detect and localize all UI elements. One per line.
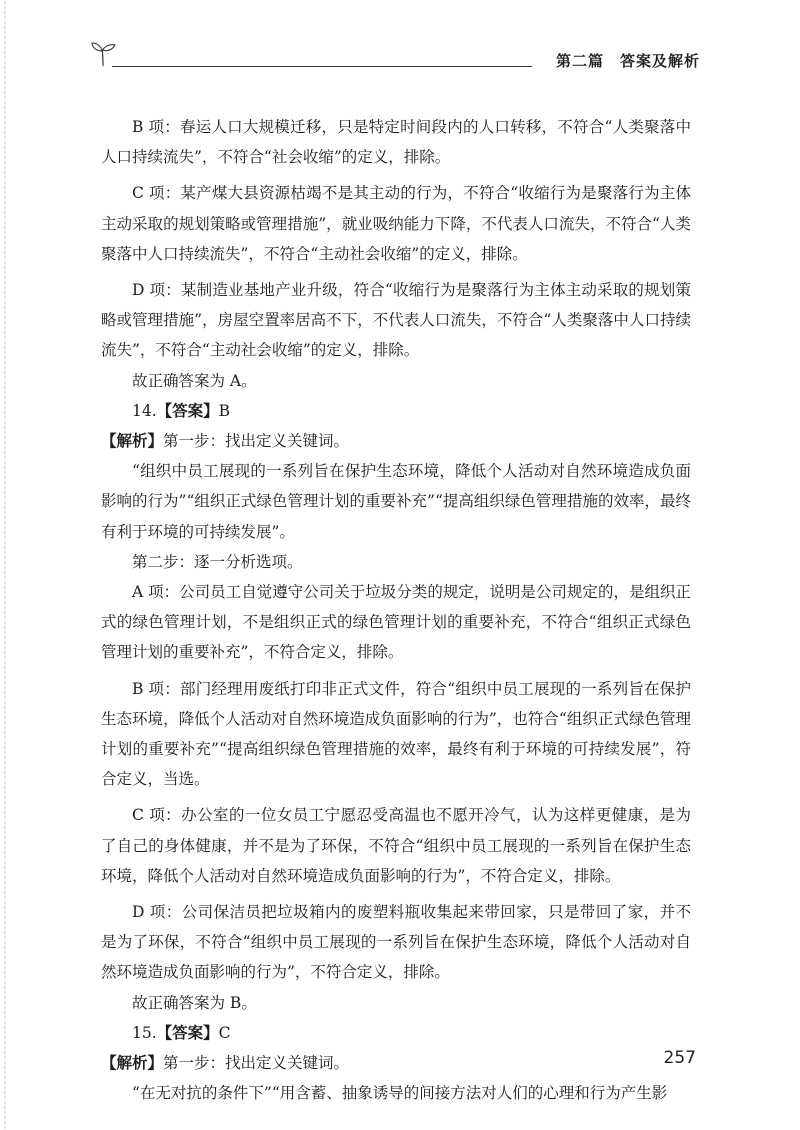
- paragraph: [101, 1018, 691, 1048]
- paragraph: [101, 674, 691, 795]
- binding-dots: [4, 0, 6, 1130]
- paragraph-text: B 项：部门经理用废纸打印非正式文件，符合“组织中员工展现的一系列旨在保护生态环境，降低个人活动对自然环境造成负面影响的行为”，也符合“组织正式绿色管理计划的重要补充”“提高组织绿色管理措施的效率，最终有利于环境的可持续发展”，符合定义，当选。: [101, 679, 691, 789]
- paragraph: [101, 1048, 691, 1078]
- paragraph-text: B: [218, 401, 231, 420]
- paragraph-text: D 项：某制造业基地产业升级，符合“收缩行为是聚落行为主体主动采取的规划策略或管理措施”，房屋空置率居高不下，不代表人口流失，不符合“人类聚落中人口持续流失”，不符合“主动社会收缩”的定义，排除。: [101, 281, 691, 360]
- header-rule: [112, 66, 532, 67]
- paragraph: [101, 178, 691, 269]
- page-number: 257: [663, 1048, 696, 1068]
- paragraph-text: B 项：春运人口大规模迁移，只是特定时间段内的人口转移，不符合“人类聚落中人口持续流失”，不符合“社会收缩”的定义，排除。: [101, 118, 691, 167]
- paragraph: [101, 275, 691, 366]
- paragraph-text: 故正确答案为 B。: [132, 993, 257, 1012]
- paragraph-text: 第一步：找出定义关键词。: [163, 432, 350, 451]
- paragraph-text: C 项：办公室的一位女员工宁愿忍受高温也不愿开冷气，认为这样更健康，是为了自己的身体健康，并不是为了环保，不符合“组织中员工展现的一系列旨在保护生态环境，降低个人活动对自然环境造成负面影响的行为”，不符合定义，排除。: [101, 806, 691, 885]
- question-number: 14.: [132, 401, 157, 420]
- label-tag: 【答案】: [156, 400, 219, 420]
- paragraph-text: 第二步：逐一分析选项。: [132, 552, 303, 571]
- paragraph: [101, 366, 691, 396]
- label-tag: 【解析】: [101, 1053, 164, 1073]
- running-header: [88, 38, 700, 74]
- label-tag: 【解析】: [101, 431, 164, 451]
- paragraph-text: “组织中员工展现的一系列旨在保护生态环境，降低个人活动对自然环境造成负面影响的行为”“组织正式绿色管理计划的重要补充”“提高组织绿色管理措施的效率，最终有利于环境的可持续发展”。: [101, 462, 691, 541]
- sprout-icon: [88, 38, 118, 68]
- paragraph-text: C 项：某产煤大县资源枯竭不是其主动的行为，不符合“收缩行为是聚落行为主体主动采取的规划策略或管理措施”，就业吸纳能力下降，不代表人口流失，不符合“人类聚落中人口持续流失”，不符合“主动社会收缩”的定义，排除。: [101, 184, 691, 263]
- paragraph: [101, 426, 691, 456]
- paragraph-text: A 项：公司员工自觉遵守公司关于垃圾分类的规定，说明是公司规定的，是组织正式的绿色管理计划，不是组织正式的绿色管理计划的重要补充，不符合“组织正式绿色管理计划的重要补充”，不符合定义，排除。: [101, 583, 691, 662]
- paragraph-text: D 项：公司保洁员把垃圾箱内的废塑料瓶收集起来带回家，只是带回了家，并不是为了环保，不符合“组织中员工展现的一系列旨在保护生态环境，降低个人活动对自然环境造成负面影响的行为”，不符合定义，排除。: [101, 903, 691, 982]
- paragraph: [101, 547, 691, 577]
- paragraph-text: C: [218, 1023, 231, 1042]
- paragraph-text: “在无对抗的条件下”“用含蓄、抽象诱导的间接方法对人们的心理和行为产生影: [132, 1084, 668, 1103]
- paragraph: [101, 897, 691, 988]
- paragraph: [101, 800, 691, 891]
- label-tag: 【答案】: [156, 1022, 219, 1042]
- section-title: 第二篇 答案及解析: [555, 52, 700, 70]
- question-number: 15.: [132, 1023, 157, 1042]
- paragraph: [101, 577, 691, 668]
- paragraph-text: 第一步：找出定义关键词。: [163, 1054, 350, 1073]
- paragraph: [101, 988, 691, 1018]
- paragraph: [101, 396, 691, 426]
- paragraph: [101, 1078, 691, 1108]
- body-text: [101, 112, 691, 1109]
- paragraph: [101, 112, 691, 172]
- paragraph: [101, 456, 691, 547]
- paragraph-text: 故正确答案为 A。: [132, 371, 257, 390]
